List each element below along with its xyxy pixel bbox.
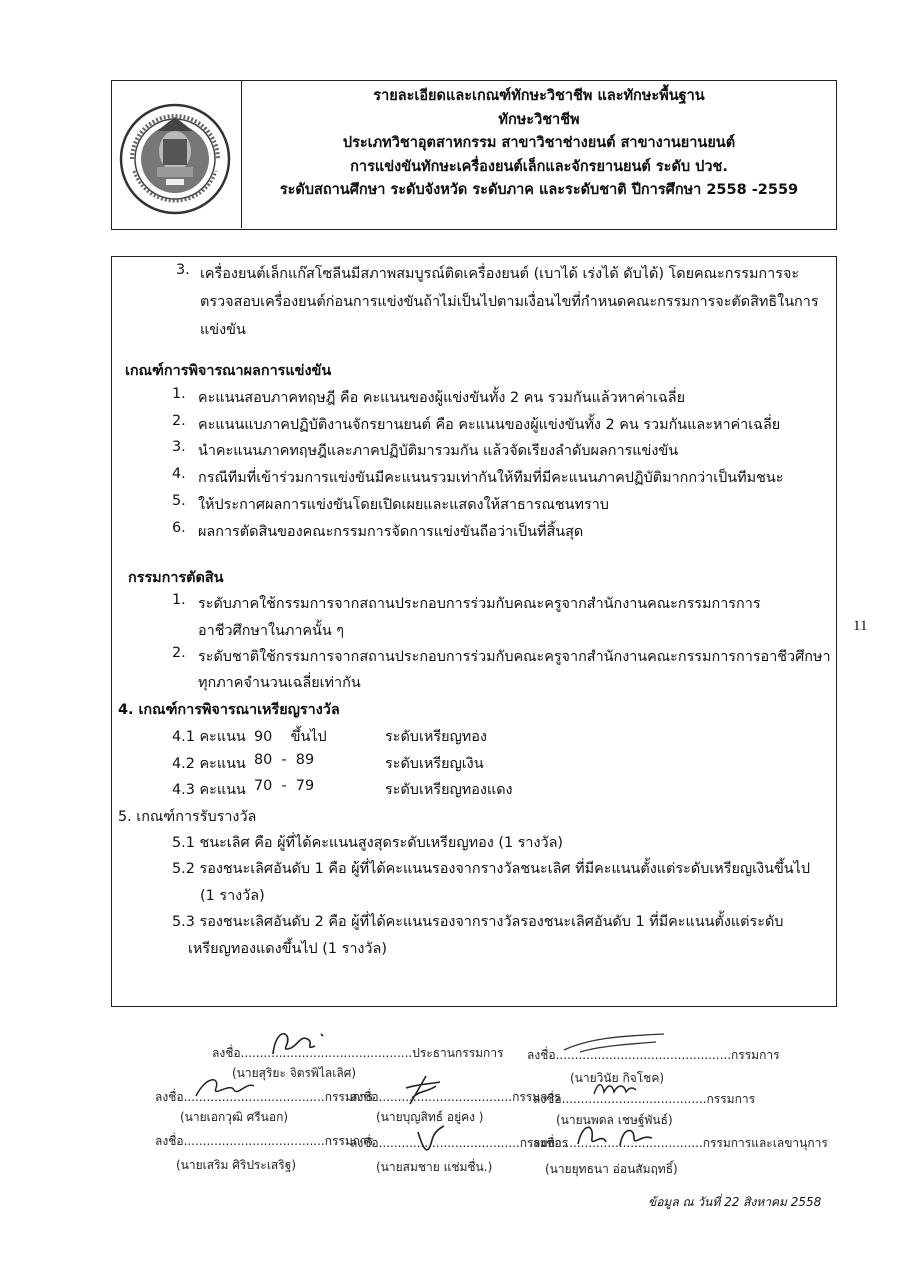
header-title-line: รายละเอียดและเกณฑ์ทักษะวิชาชีพ และทักษะพื้นฐาน [373, 88, 705, 104]
header-title-line: ระดับสถานศึกษา ระดับจังหวัด ระดับภาค และระดับชาติ ปีการศึกษา 2558 -2559 [279, 182, 799, 199]
criteria-num: 1. [172, 386, 186, 402]
criteria-item: ผลการตัดสินของคณะกรรมการจัดการแข่งขันถือว่าเป็นที่สิ้นสุด [198, 524, 584, 540]
page-number: 11 [853, 618, 868, 634]
signature-name-secretary: (นายยุทธนา อ่อนสัมฤทธิ์) [545, 1162, 678, 1176]
medals-heading: 4. เกณฑ์การพิจารณาเหรียญรางวัล [118, 702, 340, 718]
award-item-cont: เหรียญทองแดงขึ้นไป (1 รางวัล) [188, 941, 387, 957]
awards-heading: 5. เกณฑ์การรับรางวัล [118, 809, 257, 825]
signature-name: (นายบุญสิทธ์ อยู่คง ) [376, 1110, 484, 1124]
criteria-num: 6. [172, 520, 186, 536]
footer-date: ข้อมูล ณ วันที่ 22 สิงหาคม 2558 [648, 1195, 822, 1209]
signature-name: (นายเอกวุฒิ ศรีนอก) [180, 1110, 289, 1124]
judges-num: 2. [172, 645, 186, 661]
criteria-item: คะแนนสอบภาคทฤษฎี คือ คะแนนของผู้แข่งขันทั้ง 2 คน รวมกันแล้วหาค่าเฉลี่ย [198, 390, 686, 406]
signature-name: (นายนพดล เชษฐ์พันธ์) [556, 1113, 673, 1127]
header-title-line: ทักษะวิชาชีพ [498, 111, 580, 128]
medal-label: 4.3 คะแนน [172, 782, 246, 798]
item3-number: 3. [176, 262, 190, 278]
handwritten-signature [572, 1118, 662, 1152]
medal-level: ระดับเหรียญเงิน [385, 756, 484, 772]
signature-line: ลงชื่อ.....................................กรรมการ [155, 1134, 374, 1148]
award-item: 5.3 รองชนะเลิศอันดับ 2 คือ ผู้ที่ได้คะแนนรองจากรางวัลรองชนะเลิศอันดับ 1 ที่มีคะแนนตั้งแต่ระดับ [172, 914, 784, 930]
criteria-heading: เกณฑ์การพิจารณาผลการแข่งขัน [125, 363, 332, 379]
header-title-line: การแข่งขันทักษะเครื่องยนต์เล็กและจักรยานยนต์ ระดับ ปวช. [350, 158, 728, 175]
medal-range: 90 ขึ้นไป [254, 729, 327, 745]
signature-line: ลงชื่อ.....................................กรรมการ [350, 1136, 569, 1150]
handwritten-signature [265, 1026, 335, 1060]
handwritten-signature [410, 1122, 450, 1158]
criteria-num: 2. [172, 413, 186, 429]
medal-label: 4.1 คะแนน [172, 729, 246, 745]
signature-name-chairman: (นายสุริยะ จิตรพิไลเลิศ) [232, 1066, 357, 1080]
signature-name: (นายเสริม ศิริประเสริฐ) [176, 1158, 296, 1172]
handwritten-signature [590, 1078, 640, 1100]
signature-name: (นายสมชาย แช่มชื่น.) [376, 1160, 493, 1174]
header-box [111, 80, 837, 230]
signature-line: ลงชื่อ......................................กรรมการ [533, 1092, 756, 1106]
criteria-num: 4. [172, 466, 186, 482]
criteria-item: คะแนนแบภาคปฏิบัติงานจักรยานยนต์ คือ คะแนนของผู้แข่งขันทั้ง 2 คน รวมกันและหาค่าเฉลี่ย [198, 417, 781, 433]
criteria-item: กรณีทีมที่เข้าร่วมการแข่งขันมีคะแนนรวมเท่ากันให้ทีมที่มีคะแนนภาคปฏิบัติมากกว่าเป็นทีมชนะ [198, 470, 784, 486]
award-item: 5.1 ชนะเลิศ คือ ผู้ที่ได้คะแนนสูงสุดระดับเหรียญทอง (1 รางวัล) [172, 835, 564, 851]
criteria-item: ให้ประกาศผลการแข่งขันโดยเปิดเผยและแสดงให้สาธารณชนทราบ [198, 497, 609, 513]
handwritten-signature [190, 1072, 260, 1102]
signature-line-secretary: ลงชื่อ.....................................กรรมการและเลขานุการ [533, 1136, 828, 1150]
logo-cell [112, 81, 242, 228]
handwritten-signature [560, 1032, 670, 1056]
item3-line: ตรวจสอบเครื่องยนต์ก่อนการแข่งขันถ้าไม่เป็นไปตามเงื่อนไขที่กำหนดคณะกรรมการจะตัดสิทธิในการ [200, 294, 819, 310]
signature-line-chairman: ลงชื่อ.............................................ประธานกรรมการ [212, 1046, 504, 1060]
criteria-num: 5. [172, 493, 186, 509]
signature-line: ลงชื่อ.....................................กรรมการ [155, 1090, 374, 1104]
header-title-line: ประเภทวิชาอุตสาหกรรม สาขาวิชาช่างยนต์ สาขางานยานยนต์ [342, 135, 736, 152]
judges-item: ระดับชาติใช้กรรมการจากสถานประกอบการร่วมกับคณะครูจากสำนักงานคณะกรรมการการอาชีวศึกษา [198, 649, 831, 665]
signature-line: ลงชื่อ..............................................กรรมการ [527, 1048, 780, 1062]
signature-name: (นายวินัย กิจโชค) [570, 1071, 665, 1085]
criteria-num: 3. [172, 439, 186, 455]
header-titles [242, 85, 836, 203]
judges-num: 1. [172, 592, 186, 608]
judges-item-cont: อาชีวศึกษาในภาคนั้น ๆ [198, 623, 345, 639]
criteria-item: นำคะแนนภาคทฤษฎีและภาคปฏิบัติมารวมกัน แล้วจัดเรียงลำดับผลการแข่งขัน [198, 443, 679, 459]
medal-level: ระดับเหรียญทอง [385, 729, 487, 745]
signature-line: ลงชื่อ...................................กรรมการ [350, 1090, 561, 1104]
medal-label: 4.2 คะแนน [172, 756, 246, 772]
item3-line: เครื่องยนต์เล็กแก๊สโซลีนมีสภาพสมบูรณ์ติดเครื่องยนต์ (เบาได้ เร่งได้ ดับได้) โดยคณะกรรมการจะ [200, 266, 800, 282]
item3-line: แข่งขัน [200, 322, 246, 338]
award-item-cont: (1 รางวัล) [200, 888, 265, 904]
judges-item: ระดับภาคใช้กรรมการจากสถานประกอบการร่วมกับคณะครูจากสำนักงานคณะกรรมการการ [198, 596, 761, 612]
medal-level: ระดับเหรียญทองแดง [385, 782, 513, 798]
award-item: 5.2 รองชนะเลิศอันดับ 1 คือ ผู้ที่ได้คะแนนรองจากรางวัลชนะเลิศ ที่มีคะแนนตั้งแต่ระดับเหรียญเงินขึ้นไป [172, 861, 810, 877]
judges-heading: กรรมการตัดสิน [128, 570, 224, 586]
handwritten-signature [400, 1072, 444, 1108]
medal-range: 80 - 89 [254, 752, 315, 768]
association-seal-logo [112, 81, 240, 226]
medal-range: 70 - 79 [254, 778, 315, 794]
judges-item-cont: ทุกภาคจำนวนเฉลี่ยเท่ากัน [198, 675, 361, 691]
